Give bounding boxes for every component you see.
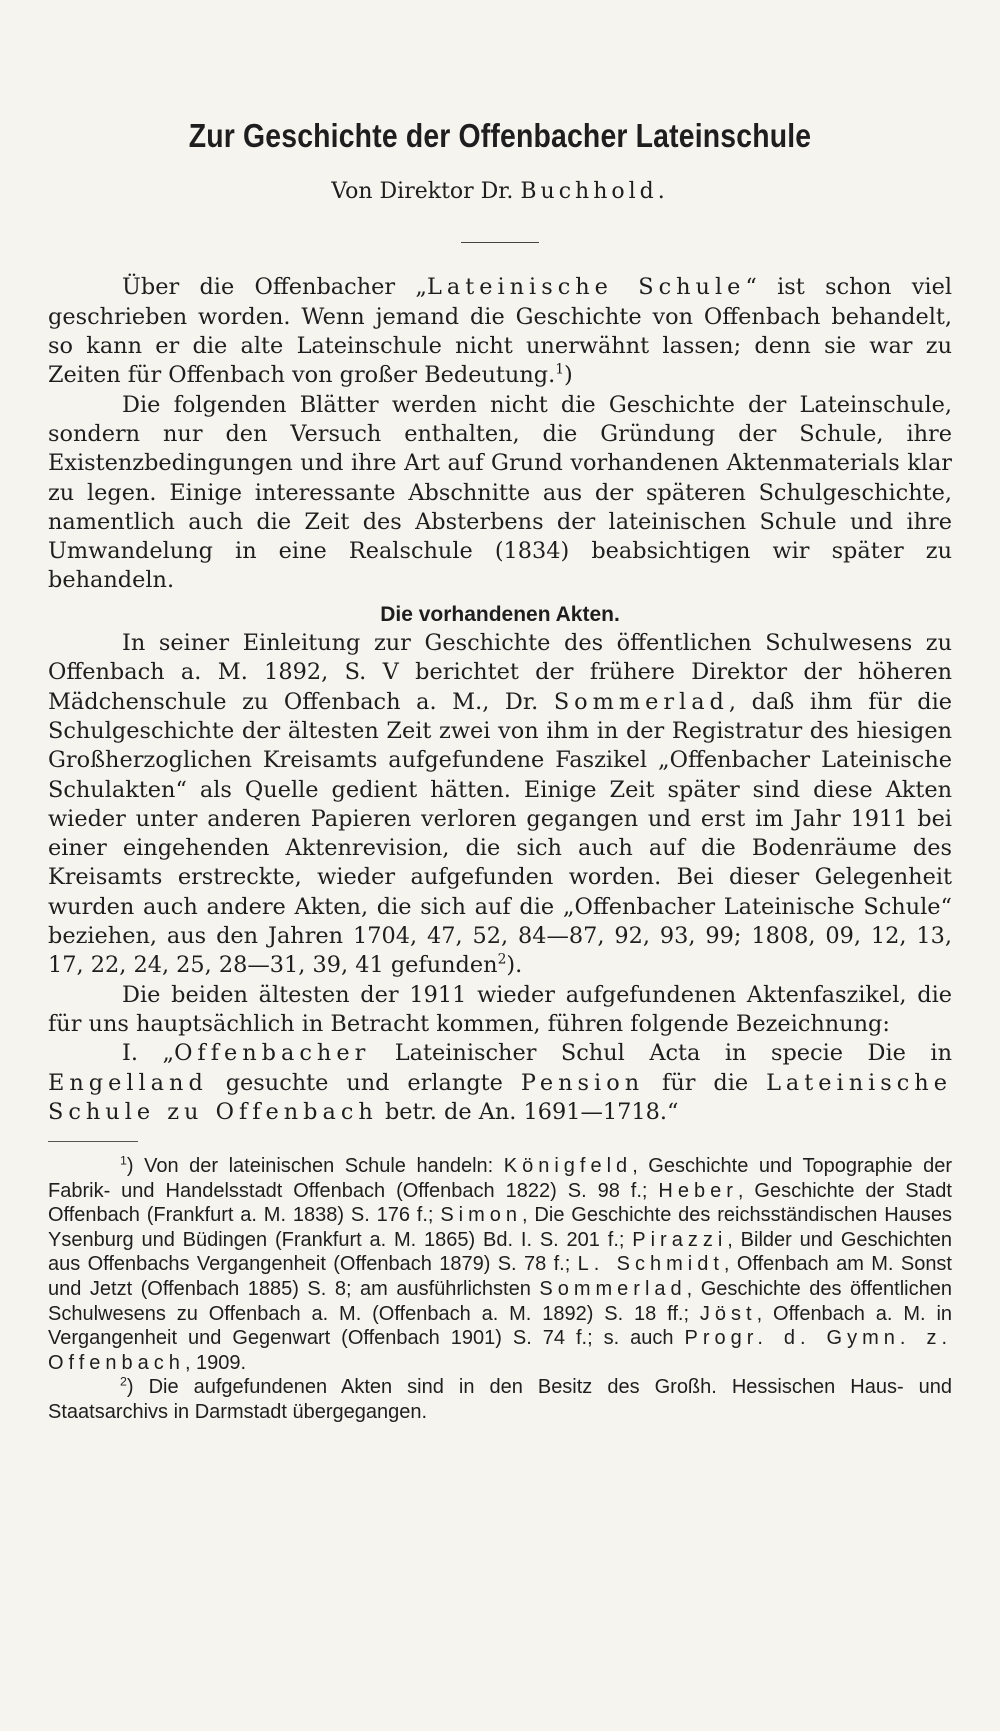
text-span: betr. de An. 1691—1718.“ bbox=[377, 1098, 679, 1125]
paragraph-sources bbox=[48, 629, 952, 981]
paragraph-intro bbox=[48, 273, 952, 390]
text-span: ). bbox=[506, 952, 523, 979]
text-span: Über die Offenbacher „ bbox=[122, 274, 427, 301]
footnotes bbox=[48, 1154, 952, 1425]
text-span: , 1909. bbox=[184, 1351, 247, 1374]
spaced-text: Simon bbox=[440, 1204, 523, 1227]
footnote-ref-2: 2 bbox=[497, 951, 507, 968]
footnote-ref-1: 1 bbox=[555, 361, 565, 378]
footnote-mark: 2 bbox=[120, 1374, 127, 1389]
document-page bbox=[0, 118, 1000, 1731]
text-span: , Geschichte des öffentlichen Schulwesens zu Offenbach a. M. (Offenbach a. M. 1892) S. 18 ff.; bbox=[48, 1278, 952, 1325]
text-span: In seiner Einleitung zur Geschichte des öffentlichen Schulwesens zu Offenbach a. M. 1892, S. V berichtet der frühere Direktor der höheren Mädchenschule zu Offenbach a. M., Dr. bbox=[48, 630, 952, 715]
text-span: Lateinischer Schul Acta in specie Die in bbox=[370, 1040, 952, 1067]
paragraph-scope: Die folgenden Blätter werden nicht die Geschichte der Lateinschule, sondern nur den Versuch enthalten, die Gründung der Schule, ihre Existenzbedingungen und ihre Art auf Grund vorhandenen Aktenmaterials klar zu legen. Einige interessante Abschnitte aus der späteren Schulgeschichte, namentlich auch die Zeit des Absterbens der lateinischen Schule und ihre Umwandelung in eine Realschule (1834) beabsichtigen wir später zu behandeln. bbox=[48, 391, 952, 594]
text-span: I. „ bbox=[122, 1040, 175, 1067]
text-span: für die bbox=[644, 1069, 767, 1096]
spaced-text: Lateinische Schule bbox=[427, 274, 746, 301]
author-prefix: Von Direktor Dr. bbox=[331, 179, 521, 205]
text-span: , Geschichte und Topographie der Fabrik- und Handelsstadt Offenbach (Offenbach 1822) S. 98 f.; bbox=[48, 1155, 952, 1202]
spaced-text: Königfeld bbox=[503, 1155, 633, 1178]
article-body bbox=[48, 273, 952, 1127]
author-line bbox=[48, 180, 952, 204]
text-span: ) Die aufgefundenen Akten sind in den Besitz des Großh. Hessischen Haus- und Staatsarchivs in Darmstadt übergegangen. bbox=[48, 1376, 952, 1424]
text-span: , Offenbach a. M. in Vergangenheit und Gegenwart (Offenbach 1901) S. 74 f.; s. auch bbox=[48, 1302, 953, 1350]
spaced-text: Jöst bbox=[699, 1302, 757, 1325]
text-span: ) Von der lateinischen Schule handeln: bbox=[126, 1155, 504, 1178]
text-span: “ ist schon viel geschrieben worden. Wenn jemand die Geschichte von Offenbach behandelt, so kann er die alte Lateinschule nicht unerwähnt lassen; denn sie war zu Zeiten für Offenbach von großer Bedeutung. bbox=[48, 274, 953, 389]
footnote-1 bbox=[48, 1154, 952, 1375]
spaced-text: L. Schmidt bbox=[577, 1253, 724, 1276]
spaced-text: Pirazzi bbox=[632, 1228, 728, 1251]
text-span: , Bilder und Geschichten aus Offenbachs Vergangenheit (Offenbach 1879) S. 78 f.; bbox=[48, 1228, 953, 1276]
text-span: , Geschichte der Stadt Offenbach (Frankfurt a. M. 1838) S. 176 f.; bbox=[48, 1179, 952, 1227]
section-heading: Die vorhandenen Akten. bbox=[380, 602, 620, 626]
spaced-text: Heber bbox=[658, 1179, 738, 1202]
spaced-text: Lateinische Schule zu Offenbach bbox=[48, 1069, 952, 1125]
spaced-text: Sommerlad bbox=[553, 688, 729, 715]
page-title: Zur Geschichte der Offenbacher Lateinschule bbox=[188, 117, 812, 154]
paragraph-files: Die beiden ältesten der 1911 wieder aufgefundenen Aktenfaszikel, die für uns hauptsächlich in Betracht kommen, führen folgende Bezeichnung: bbox=[48, 981, 952, 1037]
footnote-divider bbox=[48, 1141, 138, 1142]
spaced-text: Engelland bbox=[48, 1069, 208, 1096]
footnote-mark: 1 bbox=[120, 1153, 127, 1168]
author-name: Buchhold. bbox=[520, 179, 669, 205]
spaced-text: Sommerlad bbox=[539, 1278, 687, 1301]
text-span: , Die Geschichte des reichsständischen Hauses Ysenburg und Büdingen (Frankfurt a. M. 1865) Bd. I. S. 201 f.; bbox=[48, 1204, 953, 1251]
spaced-text: Offenbacher bbox=[174, 1040, 371, 1067]
title-divider bbox=[461, 242, 539, 243]
paragraph-file-title bbox=[48, 1039, 952, 1127]
text-span: , Offenbach am M. Sonst und Jetzt (Offenbach 1885) S. 8; am ausführlichsten bbox=[48, 1253, 952, 1301]
footnote-2 bbox=[48, 1375, 952, 1424]
text-span: ) bbox=[564, 362, 573, 389]
text-span: gesuchte und erlangte bbox=[207, 1069, 521, 1096]
spaced-text: Progr. d. Gymn. z. Offenbach bbox=[48, 1327, 952, 1374]
spaced-text: Pension bbox=[520, 1069, 645, 1096]
text-span: , daß ihm für die Schulgeschichte der ältesten Zeit zwei von ihm in der Registratur des hiesigen Großherzoglichen Kreisamts aufgefundene Faszikel „Offenbacher Lateinische Schulakten“ als Quelle gedient hätten. Einige Zeit später sind diese Akten wieder unter anderen Papieren verloren gegangen und erst im Jahr 1911 bei einer eingehenden Aktenrevision, die sich auch auf die Bodenräume des Kreisamts erstreckte, wieder aufgefunden worden. Bei dieser Gelegenheit wurden auch andere Akten, die sich auf die „Offenbacher Lateinische Schule“ beziehen, aus den Jahren 1704, 47, 52, 84—87, 92, 93, 99; 1808, 09, 12, 13, 17, 22, 24, 25, 28—31, 39, 41 gefunden bbox=[48, 688, 952, 979]
